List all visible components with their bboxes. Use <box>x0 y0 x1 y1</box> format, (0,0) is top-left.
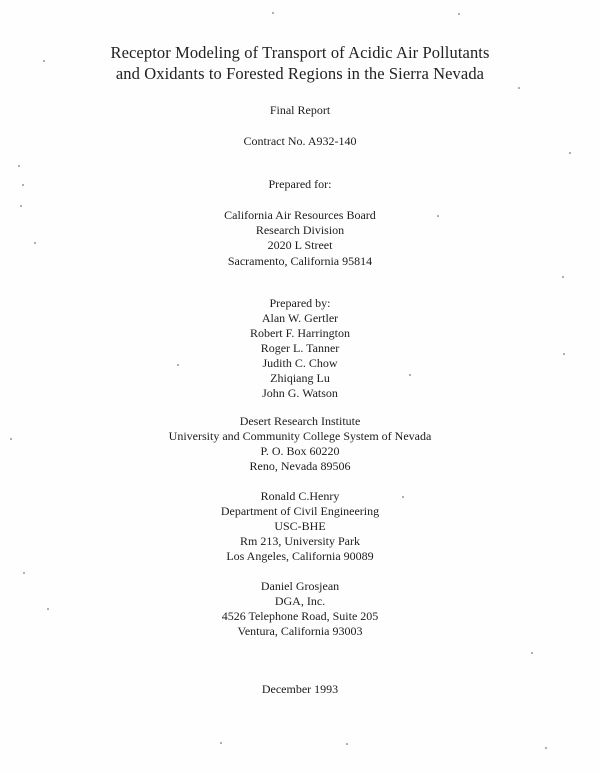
prepared-for-street: 2020 L Street <box>267 238 333 252</box>
author-name: Judith C. Chow <box>262 356 338 370</box>
institution-line: Ronald C.Henry <box>260 489 340 503</box>
institution-line: University and Community College System of Nevada <box>168 429 432 443</box>
author-name: Roger L. Tanner <box>260 341 340 355</box>
author-name: Zhiqiang Lu <box>270 371 330 385</box>
scan-speck <box>220 742 222 744</box>
scan-speck <box>23 572 25 574</box>
scan-speck <box>562 276 564 278</box>
institution-line: USC-BHE <box>274 519 326 533</box>
scan-speck <box>458 13 460 15</box>
prepared-for-division: Research Division <box>255 223 345 237</box>
scan-speck <box>518 87 520 89</box>
author-name: John G. Watson <box>262 386 338 400</box>
institution-line: 4526 Telephone Road, Suite 205 <box>221 609 379 623</box>
institution-line: DGA, Inc. <box>274 594 326 608</box>
institution-line: Los Angeles, California 90089 <box>226 549 374 563</box>
scan-speck <box>18 165 20 167</box>
report-type: Final Report <box>269 103 331 117</box>
scan-speck <box>563 353 565 355</box>
prepared-for-city: Sacramento, California 95814 <box>227 254 373 268</box>
scan-speck <box>43 60 45 62</box>
institution-line: Department of Civil Engineering <box>220 504 380 518</box>
author-name: Robert F. Harrington <box>249 326 351 340</box>
scan-speck <box>402 496 404 498</box>
author-name: Alan W. Gertler <box>261 311 339 325</box>
prepared-by-label: Prepared by: <box>269 296 331 310</box>
institution-line: P. O. Box 60220 <box>260 444 340 458</box>
scan-speck <box>437 215 439 217</box>
institution-line: Rm 213, University Park <box>240 534 360 548</box>
institution-line: Daniel Grosjean <box>260 579 340 593</box>
scan-speck <box>272 12 274 14</box>
institution-line: Reno, Nevada 89506 <box>249 459 351 473</box>
contract-number: Contract No. A932-140 <box>243 134 357 148</box>
scan-speck <box>177 364 179 366</box>
report-date: December 1993 <box>261 682 339 696</box>
scan-speck <box>22 184 24 186</box>
prepared-for-org: California Air Resources Board <box>224 208 376 222</box>
scan-speck <box>10 438 12 440</box>
scan-speck <box>47 608 49 610</box>
scan-speck <box>409 374 411 376</box>
scan-speck <box>569 152 571 154</box>
institution-line: Desert Research Institute <box>239 414 361 428</box>
prepared-for-label: Prepared for: <box>268 177 332 191</box>
institution-line: Ventura, California 93003 <box>237 624 363 638</box>
scan-speck <box>34 242 36 244</box>
scan-speck <box>346 743 348 745</box>
scan-speck <box>531 652 533 654</box>
scan-speck <box>545 747 547 749</box>
title-line-1: Receptor Modeling of Transport of Acidic Air Pollutants <box>110 43 490 62</box>
scan-speck <box>20 205 22 207</box>
title-line-2: and Oxidants to Forested Regions in the Sierra Nevada <box>115 64 485 83</box>
